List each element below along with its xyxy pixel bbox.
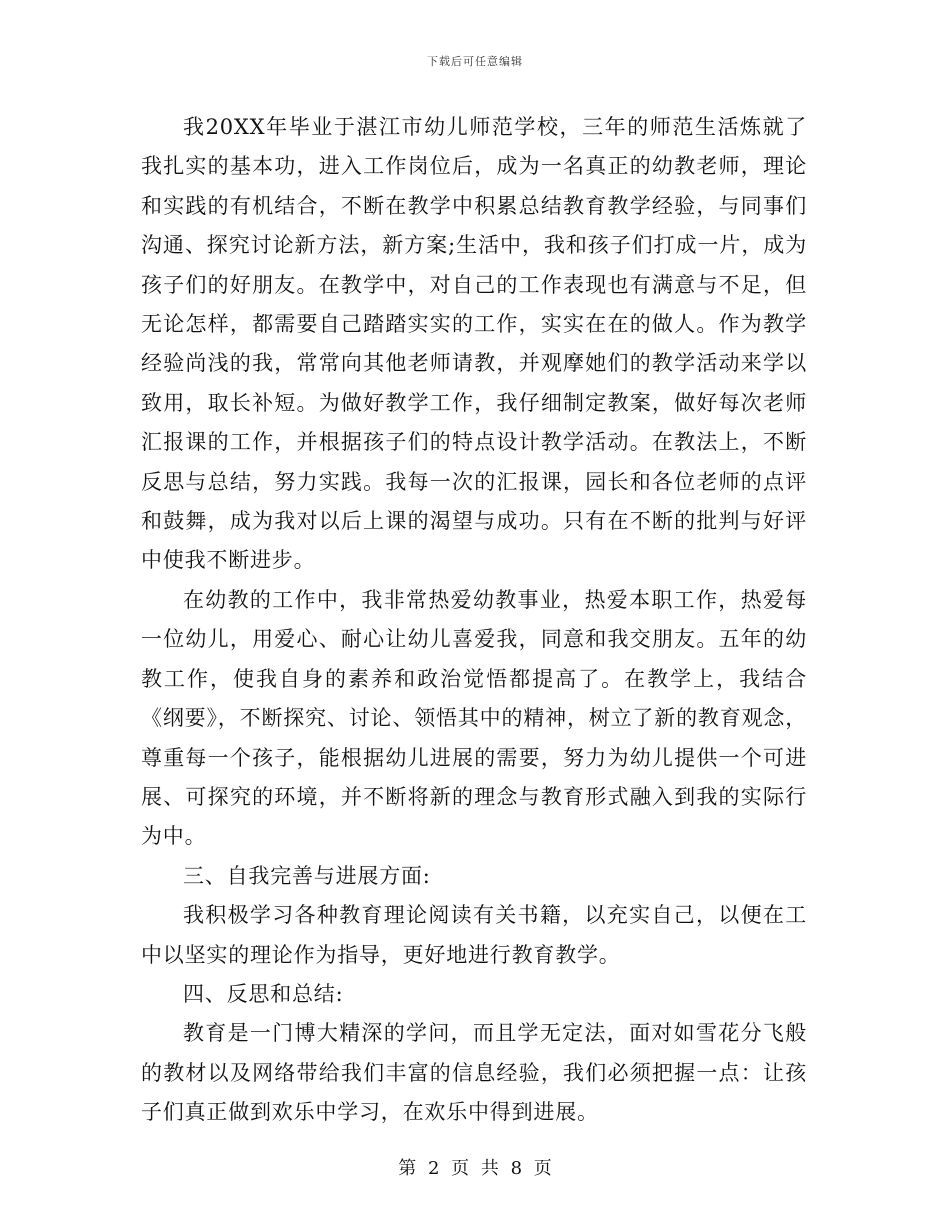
header-note: 下载后可任意编辑 xyxy=(427,55,523,68)
page-number-footer: 第 2 页 共 8 页 xyxy=(398,1158,552,1179)
body-paragraph-4: 教育是一门博大精深的学问，而且学无定法，面对如雪花分飞般的教材以及网络带给我们丰富的信息经验，我们必须把握一点：让孩子们真正做到欢乐中学习，在欢乐中得到进展。 xyxy=(141,1021,807,1125)
section-heading-3: 三、自我完善与进展方面: xyxy=(183,863,431,888)
document-body xyxy=(141,108,807,1133)
body-paragraph-1: 我20XX年毕业于湛江市幼儿师范学校，三年的师范生活炼就了我扎实的基本功，进入工作岗位后，成为一名真正的幼教老师，理论和实践的有机结合，不断在教学中积累总结教育教学经验，与同事们沟通、探究讨论新方法，新方案;生活中，我和孩子们打成一片，成为孩子们的好朋友。在教学中，对自己的工作表现也有满意与不足，但无论怎样，都需要自己踏踏实实的工作，实实在在的做人。作为教学经验尚浅的我，常常向其他老师请教，并观摩她们的教学活动来学以致用，取长补短。为做好教学工作，我仔细制定教案，做好每次老师汇报课的工作，并根据孩子们的特点设计教学活动。在教法上，不断反思与总结，努力实践。我每一次的汇报课，园长和各位老师的点评和鼓舞，成为我对以后上课的渴望与成功。只有在不断的批判与好评中使我不断进步。 xyxy=(141,115,807,573)
body-paragraph-3: 我积极学习各种教育理论阅读有关书籍，以充实自己，以便在工中以坚实的理论作为指导，更好地进行教育教学。 xyxy=(141,903,807,967)
section-heading-4: 四、反思和总结: xyxy=(183,981,344,1006)
body-paragraph-2: 在幼教的工作中，我非常热爱幼教事业，热爱本职工作，热爱每一位幼儿，用爱心、耐心让幼儿喜爱我，同意和我交朋友。五年的幼教工作，使我自身的素养和政治觉悟都提高了。在教学上，我结合《纲要》，不断探究、讨论、领悟其中的精神，树立了新的教育观念，尊重每一个孩子，能根据幼儿进展的需要，努力为幼儿提供一个可进展、可探究的环境，并不断将新的理念与教育形式融入到我的实际行为中。 xyxy=(141,587,807,849)
